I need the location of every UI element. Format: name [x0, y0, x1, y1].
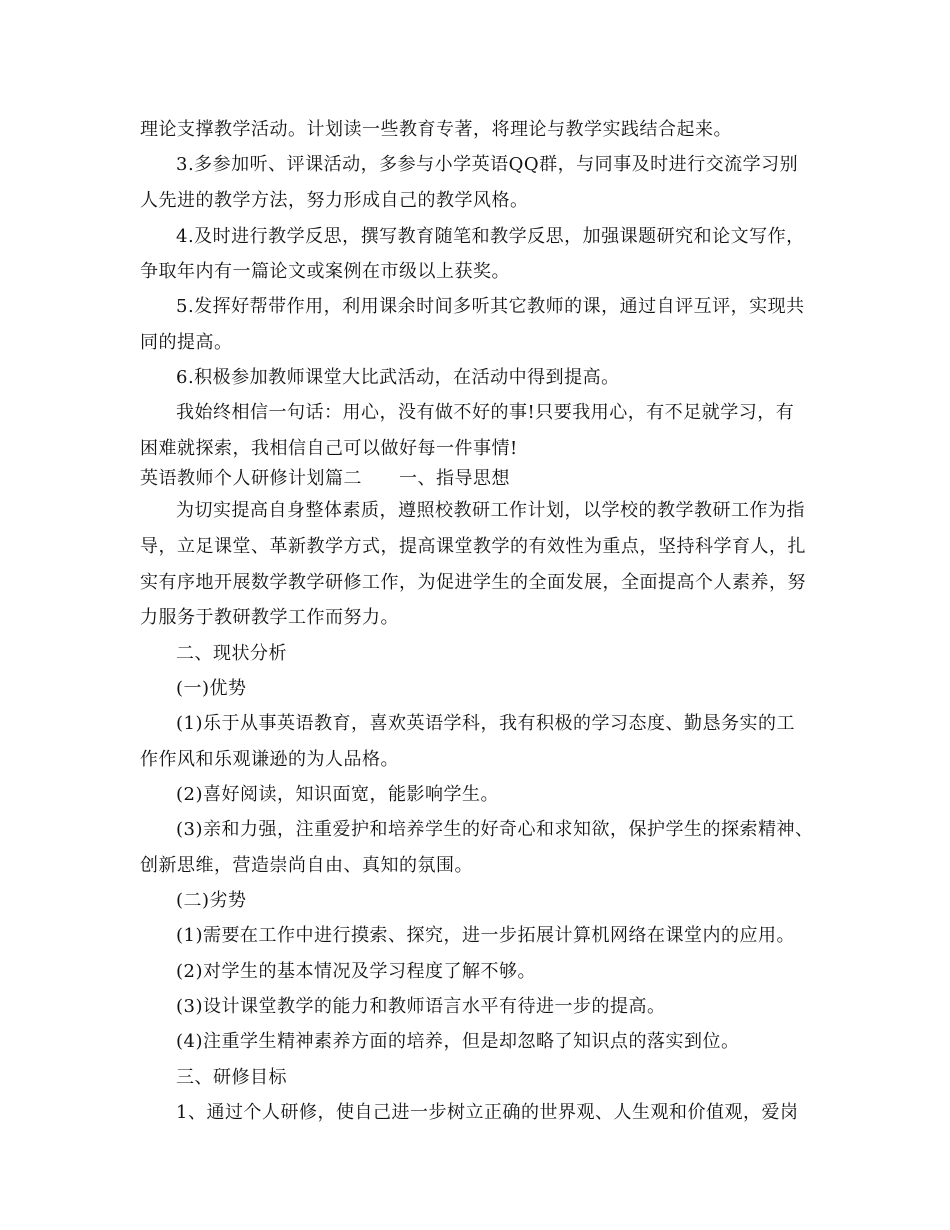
subheading: (一)优势 [176, 678, 247, 699]
text-line: 我始终相信一句话：用心，没有做不好的事!只要我用心，有不足就学习，有 [176, 402, 795, 423]
text-line: 理论支撑教学活动。计划读一些教育专著，将理论与教学实践结合起来。 [140, 119, 732, 140]
subheading: 二、现状分析 [176, 643, 287, 664]
text-line: 实有序地开展数学教学研修工作，为促进学生的全面发展，全面提高个人素养，努 [140, 572, 806, 593]
text-line: (1)需要在工作中进行摸索、探究，进一步拓展计算机网络在课堂内的应用。 [176, 925, 795, 946]
subheading: (二)劣势 [176, 890, 247, 911]
text-line: 5.发挥好帮带作用，利用课余时间多听其它教师的课，通过自评互评，实现共 [176, 296, 805, 317]
text-line: (1)乐于从事英语教育，喜欢英语学科，我有积极的学习态度、勤恳务实的工 [176, 713, 795, 734]
text-line: 争取年内有一篇论文或案例在市级以上获奖。 [140, 261, 510, 282]
text-line: 困难就探索，我相信自己可以做好每一件事情! [140, 438, 518, 459]
subheading: 三、研修目标 [176, 1067, 287, 1088]
text-line: (3)亲和力强，注重爱护和培养学生的好奇心和求知欲，保护学生的探索精神、 [176, 819, 814, 840]
text-line: 导，立足课堂、革新教学方式，提高课堂教学的有效性为重点，坚持科学育人，扎 [140, 536, 806, 557]
text-line: 人先进的教学方法，努力形成自己的教学风格。 [140, 190, 529, 211]
text-line: 3.多参加听、评课活动，多参与小学英语QQ群，与同事及时进行交流学习别 [176, 154, 799, 175]
text-line: (3)设计课堂教学的能力和教师语言水平有待进一步的提高。 [176, 996, 666, 1017]
text-line: 同的提高。 [140, 332, 233, 353]
text-line: (2)喜好阅读，知识面宽，能影响学生。 [176, 784, 499, 805]
text-line: 作作风和乐观谦逊的为人品格。 [140, 749, 399, 770]
text-line: 为切实提高自身整体素质，遵照校教研工作计划，以学校的教学教研工作为指 [176, 500, 805, 521]
text-line: 1、通过个人研修，使自己进一步树立正确的世界观、人生观和价值观，爱岗 [176, 1102, 799, 1123]
text-line: 4.及时进行教学反思，撰写教育随笔和教学反思，加强课题研究和论文写作， [176, 226, 805, 247]
text-line: 力服务于教研教学工作而努力。 [140, 607, 399, 628]
text-line: (4)注重学生精神素养方面的培养，但是却忽略了知识点的落实到位。 [176, 1031, 740, 1052]
text-line: (2)对学生的基本情况及学习程度了解不够。 [176, 961, 536, 982]
section-heading: 英语教师个人研修计划篇二 一、指导思想 [140, 468, 510, 489]
text-line: 6.积极参加教师课堂大比武活动，在活动中得到提高。 [176, 367, 620, 388]
text-line: 创新思维，营造崇尚自由、真知的氛围。 [140, 855, 473, 876]
